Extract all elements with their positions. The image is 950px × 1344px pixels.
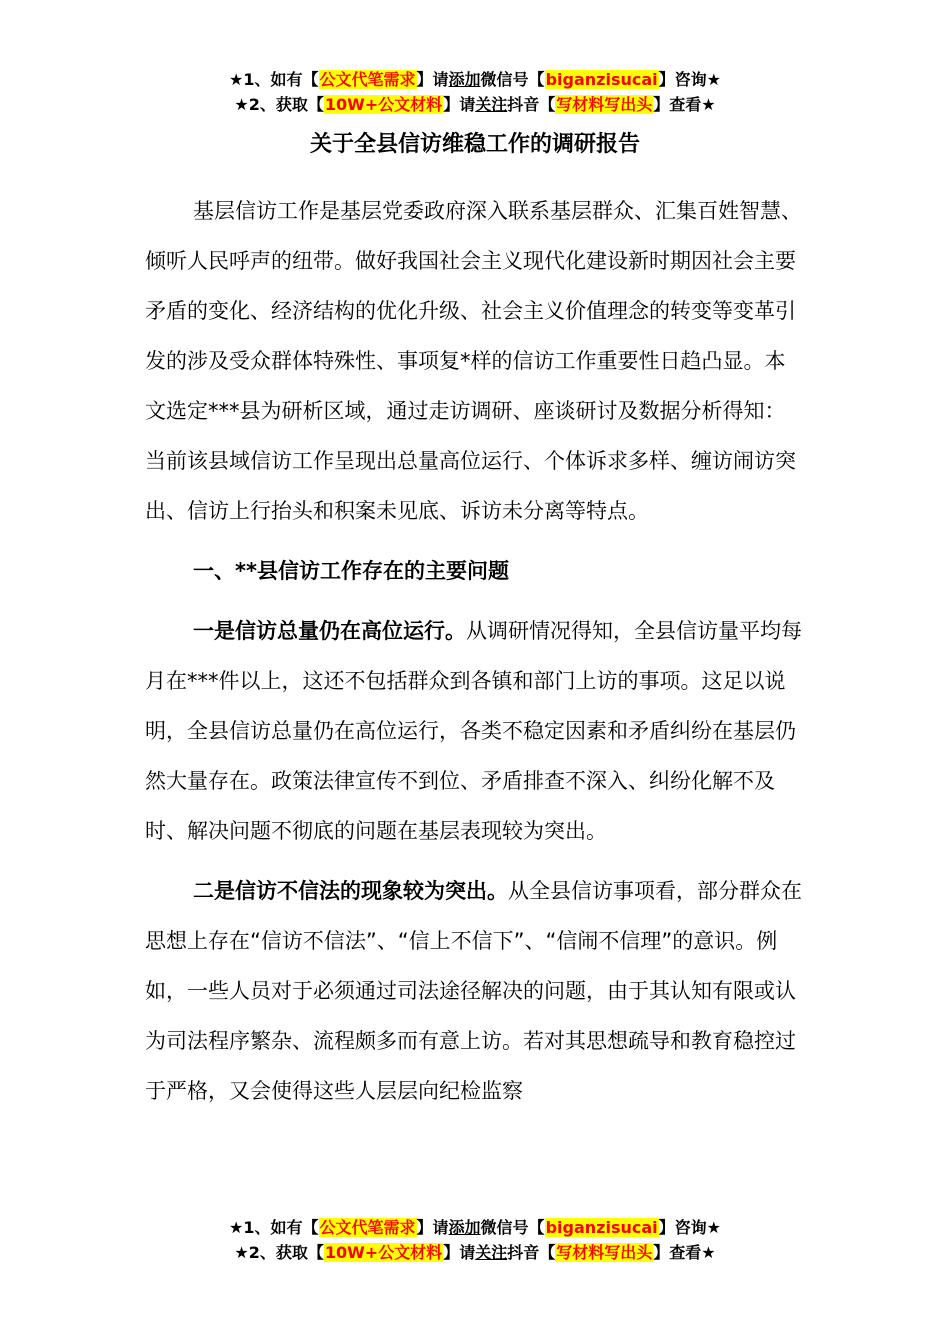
point-1-lead: 一是信访总量仍在高位运行。 xyxy=(193,619,466,643)
banner-underlined-text: 添加 xyxy=(448,70,481,89)
banner-highlight: 写材料写出头 xyxy=(556,1243,653,1262)
banner-highlight: 公文代笔需求 xyxy=(319,70,416,89)
banner-underlined-text: 关注 xyxy=(475,95,508,114)
banner-text: 抖音【 xyxy=(507,95,556,114)
banner-highlight: 10W+公文材料 xyxy=(324,1243,443,1262)
point-1-text: 从调研情况得知，全县信访量平均每月在***件以上，这还不包括群众到各镇和部门上访的事项。这足以说明，全县信访总量仍在高位运行，各类不稳定因素和矛盾纠纷在基层仍然大量存在。政策法律宣传不到位、矛盾排查不深入、纠纷化解不及时、解决问题不彻底的问题在基层表现较为突出。 xyxy=(145,619,802,843)
banner-text: 】查看★ xyxy=(653,1243,716,1262)
banner-line-1 xyxy=(0,67,950,92)
banner-underlined-text: 添加 xyxy=(448,1218,481,1237)
banner-highlight: 写材料写出头 xyxy=(556,95,653,114)
banner-text: 】查看★ xyxy=(653,95,716,114)
document-body xyxy=(145,186,805,1116)
banner-text: 】请 xyxy=(416,70,449,89)
banner-text: 】请 xyxy=(443,1243,476,1262)
banner-line-2 xyxy=(0,92,950,117)
banner-line-1 xyxy=(0,1215,950,1240)
footer-banner xyxy=(0,1215,950,1265)
point-1-paragraph xyxy=(145,606,805,856)
banner-text: 】咨询★ xyxy=(658,1218,721,1237)
banner-text: 微信号【 xyxy=(480,1218,545,1237)
banner-text: 】请 xyxy=(443,95,476,114)
banner-highlight: biganzisucai xyxy=(545,70,658,89)
document-title: 关于全县信访维稳工作的调研报告 xyxy=(309,132,640,157)
banner-text: 】咨询★ xyxy=(658,70,721,89)
point-2-text: 从全县信访事项看，部分群众在思想上存在“信访不信法”、“信上不信下”、“信闹不信理”的意识。例如，一些人员对于必须通过司法途径解决的问题，由于其认知有限或认为司法程序繁杂、流程颇多而有意上访。若对其思想疏导和教育稳控过于严格，又会使得这些人层层向纪检监察 xyxy=(145,879,802,1103)
banner-text: ★2、获取【 xyxy=(234,1243,324,1262)
banner-line-2 xyxy=(0,1240,950,1265)
banner-highlight: 公文代笔需求 xyxy=(319,1218,416,1237)
banner-text: 】请 xyxy=(416,1218,449,1237)
banner-text: ★1、如有【 xyxy=(229,70,319,89)
header-banner xyxy=(0,67,950,117)
banner-underlined-text: 关注 xyxy=(475,1243,508,1262)
point-2-lead: 二是信访不信法的现象较为突出。 xyxy=(193,879,508,903)
point-2-paragraph xyxy=(145,866,805,1116)
intro-paragraph: 基层信访工作是基层党委政府深入联系基层群众、汇集百姓智慧、倾听人民呼声的纽带。做好我国社会主义现代化建设新时期因社会主要矛盾的变化、经济结构的优化升级、社会主义价值理念的转变等变革引发的涉及受众群体特殊性、事项复*样的信访工作重要性日趋凸显。本文选定***县为研析区域，通过走访调研、座谈研讨及数据分析得知：当前该县域信访工作呈现出总量高位运行、个体诉求多样、缠访闹访突出、信访上行抬头和积案未见底、诉访未分离等特点。 xyxy=(145,199,802,523)
section-heading: 一、**县信访工作存在的主要问题 xyxy=(193,559,509,583)
banner-text: 微信号【 xyxy=(480,70,545,89)
banner-text: 抖音【 xyxy=(507,1243,556,1262)
banner-highlight: biganzisucai xyxy=(545,1218,658,1237)
banner-text: ★2、获取【 xyxy=(234,95,324,114)
banner-text: ★1、如有【 xyxy=(229,1218,319,1237)
banner-highlight: 10W+公文材料 xyxy=(324,95,443,114)
